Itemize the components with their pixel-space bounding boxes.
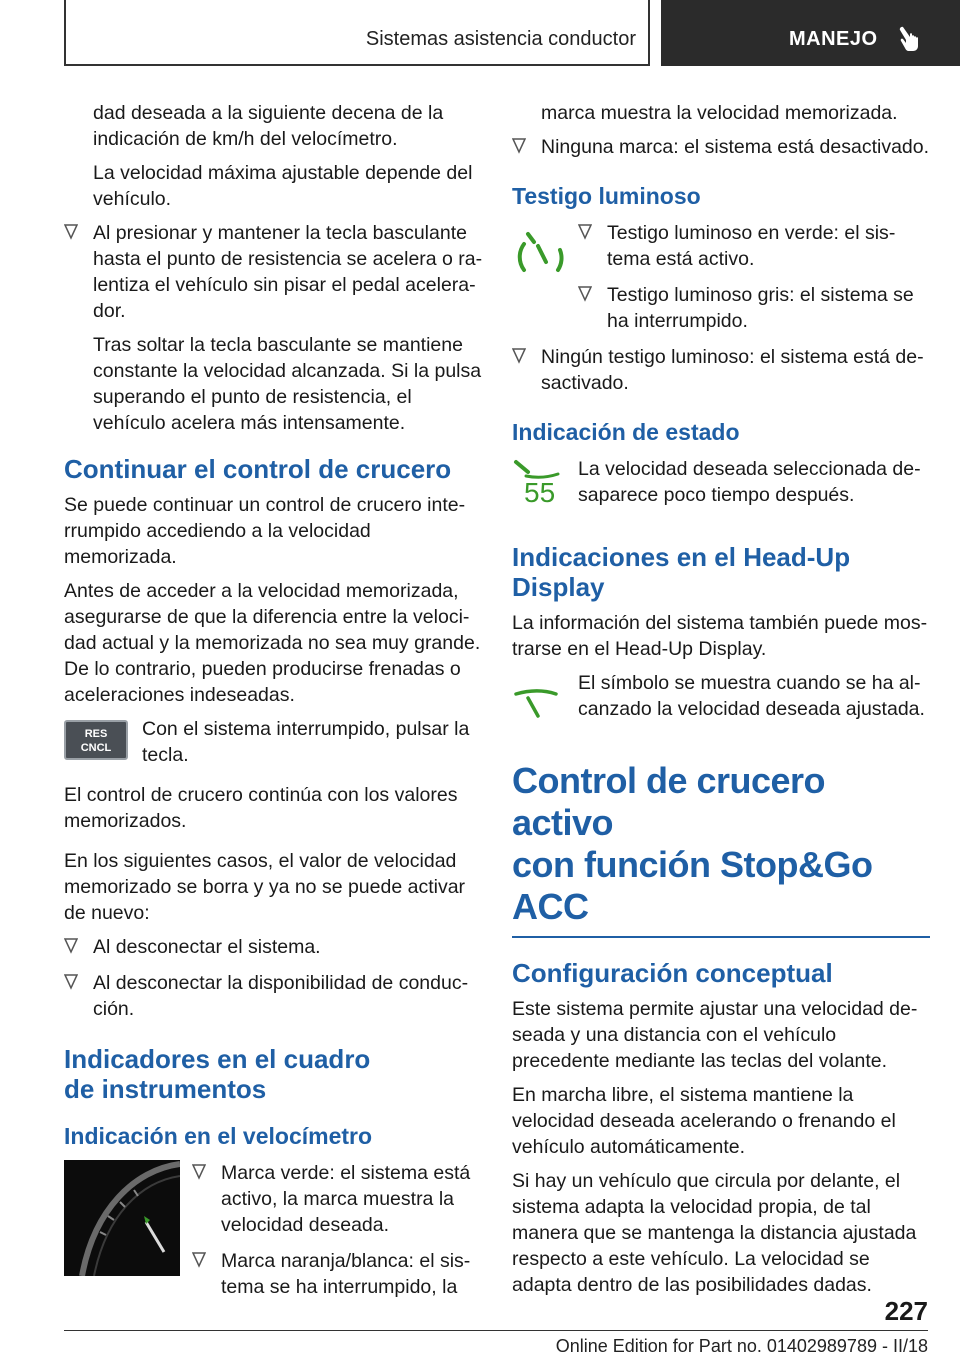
- status-indication-row: [512, 456, 930, 516]
- list-item-subtext: Tras soltar la tecla basculante se mantiene constante la velocidad alcanzada. Si la pulsa superando el punto de resistencia, el vehículo acelera más intensamente.: [93, 334, 482, 434]
- chapter-heading-line-1: Control de crucero activo: [512, 760, 826, 843]
- cncl-label: CNCL: [80, 742, 112, 754]
- paragraph: marca muestra la velocidad memorizada.: [541, 102, 898, 124]
- heading-line-1: Indicadores en el cuadro: [64, 1044, 371, 1074]
- list-item: [64, 934, 484, 960]
- list-item: [578, 220, 930, 272]
- list-item-text: Ninguna marca: el sistema está desactivado.: [541, 136, 930, 158]
- footer-rule: [64, 1330, 928, 1331]
- paragraph: Con el sistema interrumpido, pulsar la tecla.: [142, 718, 470, 766]
- chapter-heading: [512, 760, 930, 928]
- triangle-bullet-icon: [64, 224, 78, 240]
- list-item: [578, 282, 930, 334]
- subsection-heading: Indicación en el velocímetro: [64, 1123, 373, 1149]
- heading-line-2: de instrumentos: [64, 1074, 267, 1104]
- res-cncl-button-icon: [64, 720, 128, 760]
- triangle-bullet-icon: [578, 224, 592, 240]
- list-item: [192, 1160, 484, 1238]
- list-item-text: Testigo luminoso gris: el sistema se ha interrumpido.: [607, 284, 914, 332]
- subsection-heading: Testigo luminoso: [512, 183, 701, 209]
- triangle-bullet-icon: [64, 974, 78, 990]
- list-item: [64, 220, 484, 436]
- speed-status-icon: [512, 456, 562, 508]
- header-rule-mid: [648, 0, 650, 66]
- paragraph: dad deseada a la siguiente decena de la indicación de km/h del velocímetro.: [93, 102, 444, 150]
- list-item-text: Testigo luminoso en verde: el sistema está activo.: [607, 222, 896, 270]
- list-item-text: Al desconectar la disponibilidad de conducción.: [93, 972, 469, 1020]
- list-item-text: Marca naranja/blanca: el sistema se ha interrumpido, la: [221, 1250, 471, 1298]
- right-column: [512, 100, 930, 1306]
- paragraph: El control de crucero continúa con los valores memorizados.: [64, 784, 458, 832]
- triangle-bullet-icon: [512, 138, 526, 154]
- paragraph: En los siguientes casos, el valor de velocidad memorizado se borra y ya no se puede activar de nuevo:: [64, 850, 466, 924]
- status-speed-number: 55: [524, 477, 556, 508]
- triangle-bullet-icon: [64, 938, 78, 954]
- header-chapter-tab[interactable]: [661, 0, 960, 66]
- pointing-hand-icon: [897, 24, 925, 52]
- list-item-text: Ningún testigo luminoso: el sistema está desactivado.: [541, 346, 924, 394]
- section-heading: Continuar el control de crucero: [64, 454, 452, 484]
- paragraph: Se puede continuar un control de crucero interrumpido accediendo a la velocidad memorizada.: [64, 494, 466, 568]
- paragraph: La velocidad deseada seleccionada desaparece poco tiempo después.: [578, 458, 921, 506]
- cruise-control-green-icon: [516, 230, 566, 282]
- section-heading: Indicaciones en el Head-Up Display: [512, 542, 851, 602]
- hud-symbol-row: [512, 670, 930, 730]
- page-header: [0, 0, 960, 66]
- triangle-bullet-icon: [512, 348, 526, 364]
- speedometer-image: [64, 1160, 180, 1276]
- list-item: [64, 970, 484, 1022]
- footer-edition: Online Edition for Part no. 01402989789 - II/18: [555, 1336, 928, 1356]
- list-item: [512, 344, 930, 396]
- speedometer-block: [64, 1160, 484, 1300]
- hud-cruise-icon: [512, 686, 560, 724]
- chapter-heading-line-2: con función Stop&Go ACC: [512, 844, 873, 927]
- header-chapter-label: MANEJO: [789, 28, 878, 50]
- list-item: [192, 1248, 484, 1300]
- header-rule-bottom: [64, 64, 650, 66]
- paragraph: El símbolo se muestra cuando se ha alcanzado la velocidad deseada ajustada.: [578, 672, 925, 720]
- res-button-row: [64, 716, 484, 774]
- list-item-text: Al presionar y mantener la tecla basculante hasta el punto de resistencia se acelera o ralentiza el vehículo sin pisar el pedal acelerador.: [93, 222, 483, 322]
- paragraph: La información del sistema también puede mostrarse en el Head-Up Display.: [512, 612, 928, 660]
- paragraph: Antes de acceder a la velocidad memorizada, asegurarse de que la diferencia entre la velocidad actual y la memorizada no sea muy grande. De lo contrario, pueden producirse frenadas o aceleraciones indeseadas.: [64, 580, 481, 706]
- paragraph: Si hay un vehículo que circula por delante, el sistema adapta la velocidad propia, de tal manera que se mantenga la distancia ajustada respecto a este vehículo. La velocidad se adapta dentro de las posibilidades dadas.: [512, 1170, 917, 1296]
- left-column: [64, 100, 484, 1310]
- triangle-bullet-icon: [578, 286, 592, 302]
- paragraph: Este sistema permite ajustar una velocidad deseada y una distancia con el vehículo precedente mediante las teclas del volante.: [512, 998, 918, 1072]
- page-number: 227: [884, 1296, 928, 1326]
- paragraph: En marcha libre, el sistema mantiene la velocidad deseada acelerando o frenando el vehículo automáticamente.: [512, 1084, 896, 1158]
- section-heading: Configuración conceptual: [512, 958, 833, 988]
- triangle-bullet-icon: [192, 1164, 206, 1180]
- section-heading: [64, 1044, 484, 1104]
- header-section-title: Sistemas asistencia conductor: [365, 28, 636, 50]
- list-item-text: Al desconectar el sistema.: [93, 936, 321, 958]
- indicator-light-block: [512, 220, 930, 334]
- subsection-heading: Indicación de estado: [512, 419, 740, 445]
- heading-rule: [512, 936, 930, 938]
- res-label: RES: [84, 728, 108, 740]
- paragraph: La velocidad máxima ajustable depende del vehículo.: [93, 162, 473, 210]
- triangle-bullet-icon: [192, 1252, 206, 1268]
- list-item-text: Marca verde: el sistema está activo, la marca muestra la velocidad deseada.: [221, 1162, 471, 1236]
- list-item: [512, 134, 930, 160]
